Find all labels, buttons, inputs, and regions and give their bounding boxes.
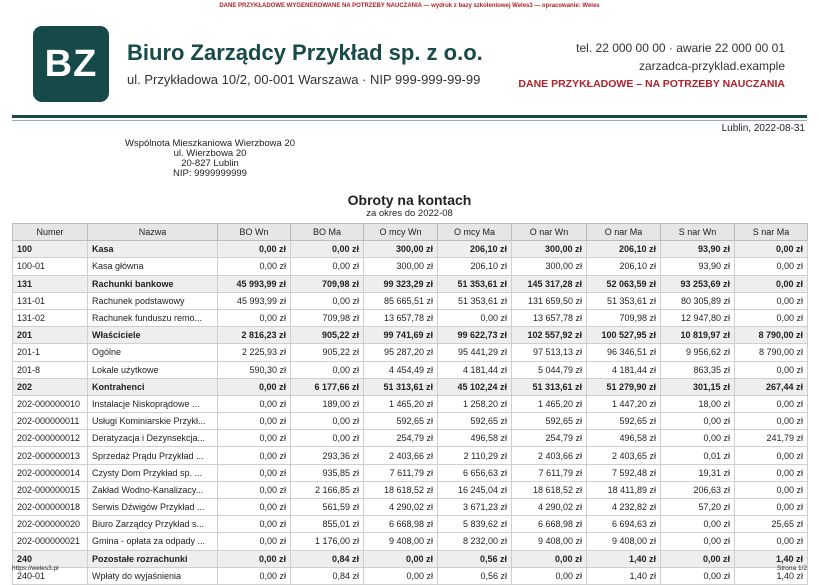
table-row xyxy=(13,395,808,412)
amount-cell: 0,00 zł xyxy=(661,567,735,584)
column-header: BO Ma xyxy=(291,224,364,241)
amount-cell: 0,00 zł xyxy=(661,550,735,567)
recipient-city: 20-827 Lublin xyxy=(181,158,239,169)
company-contact xyxy=(518,39,785,93)
amount-cell: 57,20 zł xyxy=(661,499,735,516)
amount-cell: 18 411,89 zł xyxy=(587,481,661,498)
amount-cell: 301,15 zł xyxy=(661,378,735,395)
amount-cell: 206,10 zł xyxy=(438,258,512,275)
amount-cell: 0,00 zł xyxy=(218,499,291,516)
amount-cell: 2 816,23 zł xyxy=(218,327,291,344)
amount-cell: 4 181,44 zł xyxy=(587,361,661,378)
amount-cell: 100 527,95 zł xyxy=(587,327,661,344)
amount-cell: 1 176,00 zł xyxy=(291,533,364,550)
table-row xyxy=(13,258,808,275)
amount-cell: 9 408,00 zł xyxy=(512,533,587,550)
amount-cell: 300,00 zł xyxy=(512,241,587,258)
account-number: 100-01 xyxy=(13,258,88,275)
disclaimer-banner: DANE PRZYKŁADOWE WYGENEROWANE NA POTRZEBY NAUCZANIA — wydruk z bazy szkoleniowej Weles3 — opracowanie: Weles xyxy=(219,3,600,9)
amount-cell: 0,00 zł xyxy=(364,567,438,584)
amount-cell: 8 790,00 zł xyxy=(735,327,808,344)
amount-cell: 0,00 zł xyxy=(218,464,291,481)
amount-cell: 1,40 zł xyxy=(735,550,808,567)
account-number: 202-000000012 xyxy=(13,430,88,447)
amount-cell: 0,00 zł xyxy=(735,481,808,498)
account-number: 202-000000011 xyxy=(13,413,88,430)
table-row-account-total xyxy=(13,550,808,567)
account-number: 201 xyxy=(13,327,88,344)
amount-cell: 25,65 zł xyxy=(735,516,808,533)
amount-cell: 0,00 zł xyxy=(735,258,808,275)
amount-cell: 0,00 zł xyxy=(218,447,291,464)
account-number: 240 xyxy=(13,550,88,567)
place-date: Lublin, 2022-08-31 xyxy=(721,123,805,134)
amount-cell: 51 313,61 zł xyxy=(364,378,438,395)
amount-cell: 51 353,61 zł xyxy=(438,292,512,309)
account-number: 131 xyxy=(13,275,88,292)
amount-cell: 4 290,02 zł xyxy=(364,499,438,516)
amount-cell: 45 993,99 zł xyxy=(218,292,291,309)
column-header: Nazwa xyxy=(88,224,218,241)
recipient-street: ul. Wierzbowa 20 xyxy=(173,148,247,159)
amount-cell: 590,30 zł xyxy=(218,361,291,378)
amount-cell: 0,00 zł xyxy=(735,275,808,292)
account-name: Instalacje Niskoprądowe ... xyxy=(88,395,218,412)
report-subtitle: za okres do 2022-08 xyxy=(366,208,453,219)
table-row xyxy=(13,447,808,464)
amount-cell: 0,00 zł xyxy=(735,292,808,309)
amount-cell: 8 232,00 zł xyxy=(438,533,512,550)
column-header: S nar Wn xyxy=(661,224,735,241)
amount-cell: 592,65 zł xyxy=(364,413,438,430)
amount-cell: 51 353,61 zł xyxy=(438,275,512,292)
amount-cell: 45 102,24 zł xyxy=(438,378,512,395)
company-website[interactable]: zarzadca-przyklad.example xyxy=(638,59,785,73)
amount-cell: 93,90 zł xyxy=(661,258,735,275)
amount-cell: 52 063,59 zł xyxy=(587,275,661,292)
amount-cell: 7 611,79 zł xyxy=(512,464,587,481)
account-number: 202-000000015 xyxy=(13,481,88,498)
account-number: 131-01 xyxy=(13,292,88,309)
amount-cell: 0,00 zł xyxy=(291,241,364,258)
amount-cell: 935,85 zł xyxy=(291,464,364,481)
account-name: Ogólne xyxy=(88,344,218,361)
amount-cell: 709,98 zł xyxy=(587,309,661,326)
amount-cell: 0,00 zł xyxy=(218,430,291,447)
account-number: 202 xyxy=(13,378,88,395)
footer-url[interactable]: https://weles3.pl xyxy=(12,565,59,572)
amount-cell: 51 279,90 zł xyxy=(587,378,661,395)
amount-cell: 45 993,99 zł xyxy=(218,275,291,292)
amount-cell: 18,00 zł xyxy=(661,395,735,412)
column-header: S nar Ma xyxy=(735,224,808,241)
amount-cell: 0,00 zł xyxy=(364,550,438,567)
amount-cell: 145 317,28 zł xyxy=(512,275,587,292)
amount-cell: 0,00 zł xyxy=(218,413,291,430)
account-number: 202-000000020 xyxy=(13,516,88,533)
amount-cell: 1 465,20 zł xyxy=(512,395,587,412)
amount-cell: 6 656,63 zł xyxy=(438,464,512,481)
amount-cell: 0,00 zł xyxy=(438,309,512,326)
amount-cell: 0,00 zł xyxy=(735,413,808,430)
amount-cell: 1,40 zł xyxy=(587,567,661,584)
amount-cell: 2 403,66 zł xyxy=(364,447,438,464)
amount-cell: 7 592,48 zł xyxy=(587,464,661,481)
amount-cell: 300,00 zł xyxy=(512,258,587,275)
table-header-row xyxy=(13,224,808,241)
amount-cell: 8 790,00 zł xyxy=(735,344,808,361)
amount-cell: 0,56 zł xyxy=(438,550,512,567)
amount-cell: 9 408,00 zł xyxy=(364,533,438,550)
table-row xyxy=(13,499,808,516)
amount-cell: 267,44 zł xyxy=(735,378,808,395)
amount-cell: 6 177,66 zł xyxy=(291,378,364,395)
amount-cell: 95 287,20 zł xyxy=(364,344,438,361)
amount-cell: 99 741,69 zł xyxy=(364,327,438,344)
table-row xyxy=(13,533,808,550)
account-name: Kasa xyxy=(88,241,218,258)
amount-cell: 4 290,02 zł xyxy=(512,499,587,516)
amount-cell: 6 668,98 zł xyxy=(364,516,438,533)
account-turnover-table xyxy=(12,223,808,585)
amount-cell: 0,56 zł xyxy=(438,567,512,584)
amount-cell: 905,22 zł xyxy=(291,344,364,361)
amount-cell: 0,00 zł xyxy=(735,309,808,326)
amount-cell: 1 465,20 zł xyxy=(364,395,438,412)
amount-cell: 0,00 zł xyxy=(218,550,291,567)
amount-cell: 0,00 zł xyxy=(291,292,364,309)
amount-cell: 0,00 zł xyxy=(512,567,587,584)
amount-cell: 13 657,78 zł xyxy=(364,309,438,326)
amount-cell: 19,31 zł xyxy=(661,464,735,481)
account-number: 202-000000021 xyxy=(13,533,88,550)
account-name: Rachunki bankowe xyxy=(88,275,218,292)
amount-cell: 0,00 zł xyxy=(735,533,808,550)
amount-cell: 51 353,61 zł xyxy=(587,292,661,309)
amount-cell: 96 346,51 zł xyxy=(587,344,661,361)
column-header: O nar Ma xyxy=(587,224,661,241)
account-number: 240-01 xyxy=(13,567,88,584)
recipient-address xyxy=(116,139,304,179)
account-name: Kontrahenci xyxy=(88,378,218,395)
table-row xyxy=(13,464,808,481)
amount-cell: 18 618,52 zł xyxy=(364,481,438,498)
amount-cell: 2 225,93 zł xyxy=(218,344,291,361)
account-number: 202-000000010 xyxy=(13,395,88,412)
amount-cell: 9 956,62 zł xyxy=(661,344,735,361)
amount-cell: 6 694,63 zł xyxy=(587,516,661,533)
amount-cell: 855,01 zł xyxy=(291,516,364,533)
amount-cell: 0,00 zł xyxy=(218,378,291,395)
account-name: Rachunek funduszu remo... xyxy=(88,309,218,326)
amount-cell: 0,84 zł xyxy=(291,550,364,567)
amount-cell: 99 323,29 zł xyxy=(364,275,438,292)
table-row xyxy=(13,567,808,584)
amount-cell: 254,79 zł xyxy=(364,430,438,447)
amount-cell: 709,98 zł xyxy=(291,309,364,326)
amount-cell: 2 110,29 zł xyxy=(438,447,512,464)
amount-cell: 592,65 zł xyxy=(587,413,661,430)
amount-cell: 206,10 zł xyxy=(438,241,512,258)
amount-cell: 4 181,44 zł xyxy=(438,361,512,378)
amount-cell: 863,35 zł xyxy=(661,361,735,378)
amount-cell: 300,00 zł xyxy=(364,241,438,258)
account-name: Zakład Wodno-Kanalizacy... xyxy=(88,481,218,498)
table-row xyxy=(13,344,808,361)
table-row xyxy=(13,516,808,533)
amount-cell: 5 839,62 zł xyxy=(438,516,512,533)
amount-cell: 102 557,92 zł xyxy=(512,327,587,344)
account-name: Pozostałe rozrachunki xyxy=(88,550,218,567)
amount-cell: 206,10 zł xyxy=(587,258,661,275)
amount-cell: 0,00 zł xyxy=(218,309,291,326)
amount-cell: 0,84 zł xyxy=(291,567,364,584)
amount-cell: 0,00 zł xyxy=(735,361,808,378)
amount-cell: 0,00 zł xyxy=(512,550,587,567)
account-number: 131-02 xyxy=(13,309,88,326)
amount-cell: 99 622,73 zł xyxy=(438,327,512,344)
account-name: Usługi Kominiarskie Przykł... xyxy=(88,413,218,430)
column-header: O mcy Wn xyxy=(364,224,438,241)
table-row-account-total xyxy=(13,241,808,258)
amount-cell: 4 232,82 zł xyxy=(587,499,661,516)
amount-cell: 206,63 zł xyxy=(661,481,735,498)
header-divider-thin xyxy=(12,120,807,121)
account-name: Kasa główna xyxy=(88,258,218,275)
table-row xyxy=(13,292,808,309)
amount-cell: 592,65 zł xyxy=(438,413,512,430)
amount-cell: 0,01 zł xyxy=(661,447,735,464)
account-number: 202-000000013 xyxy=(13,447,88,464)
page-number: Strona 1/2 xyxy=(777,565,807,572)
amount-cell: 0,00 zł xyxy=(291,430,364,447)
amount-cell: 496,58 zł xyxy=(438,430,512,447)
account-name: Gmina - opłata za odpady ... xyxy=(88,533,218,550)
column-header: BO Wn xyxy=(218,224,291,241)
amount-cell: 1 447,20 zł xyxy=(587,395,661,412)
account-name: Biuro Zarządcy Przykład s... xyxy=(88,516,218,533)
account-number: 100 xyxy=(13,241,88,258)
report-title: Obroty na kontach xyxy=(347,192,472,208)
amount-cell: 6 668,98 zł xyxy=(512,516,587,533)
account-number: 201-1 xyxy=(13,344,88,361)
recipient-nip: NIP: 9999999999 xyxy=(173,168,247,179)
table-row-account-total xyxy=(13,327,808,344)
amount-cell: 561,59 zł xyxy=(291,499,364,516)
account-number: 202-000000014 xyxy=(13,464,88,481)
account-name: Sprzedaż Prądu Przykład ... xyxy=(88,447,218,464)
amount-cell: 0,00 zł xyxy=(661,516,735,533)
amount-cell: 131 659,50 zł xyxy=(512,292,587,309)
amount-cell: 93,90 zł xyxy=(661,241,735,258)
amount-cell: 51 313,61 zł xyxy=(512,378,587,395)
amount-cell: 0,00 zł xyxy=(735,499,808,516)
amount-cell: 496,58 zł xyxy=(587,430,661,447)
amount-cell: 0,00 zł xyxy=(218,241,291,258)
account-name: Deratyzacja i Dezynsekcja... xyxy=(88,430,218,447)
column-header: O nar Wn xyxy=(512,224,587,241)
amount-cell: 206,10 zł xyxy=(587,241,661,258)
account-name: Serwis Dźwigów Przykład ... xyxy=(88,499,218,516)
amount-cell: 3 671,23 zł xyxy=(438,499,512,516)
amount-cell: 293,36 zł xyxy=(291,447,364,464)
amount-cell: 0,00 zł xyxy=(218,395,291,412)
amount-cell: 0,00 zł xyxy=(735,241,808,258)
amount-cell: 0,00 zł xyxy=(661,413,735,430)
amount-cell: 300,00 zł xyxy=(364,258,438,275)
account-name: Wpłaty do wyjaśnienia xyxy=(88,567,218,584)
account-name: Czysty Dom Przykład sp. ... xyxy=(88,464,218,481)
company-name: Biuro Zarządcy Przykład sp. z o.o. xyxy=(127,40,483,65)
amount-cell: 1,40 zł xyxy=(735,567,808,584)
amount-cell: 4 454,49 zł xyxy=(364,361,438,378)
company-logo: BZ xyxy=(33,26,109,102)
amount-cell: 592,65 zł xyxy=(512,413,587,430)
amount-cell: 95 441,29 zł xyxy=(438,344,512,361)
amount-cell: 12 947,80 zł xyxy=(661,309,735,326)
amount-cell: 241,79 zł xyxy=(735,430,808,447)
amount-cell: 1,40 zł xyxy=(587,550,661,567)
amount-cell: 18 618,52 zł xyxy=(512,481,587,498)
amount-cell: 0,00 zł xyxy=(218,481,291,498)
table-row xyxy=(13,430,808,447)
amount-cell: 85 665,51 zł xyxy=(364,292,438,309)
account-name: Rachunek podstawowy xyxy=(88,292,218,309)
table-row xyxy=(13,361,808,378)
amount-cell: 0,00 zł xyxy=(661,533,735,550)
amount-cell: 0,00 zł xyxy=(735,395,808,412)
amount-cell: 0,00 zł xyxy=(291,258,364,275)
column-header: Numer xyxy=(13,224,88,241)
amount-cell: 0,00 zł xyxy=(291,361,364,378)
company-address: ul. Przykładowa 10/2, 00-001 Warszawa · NIP 999-999-99-99 xyxy=(127,72,481,87)
column-header: O mcy Ma xyxy=(438,224,512,241)
amount-cell: 0,00 zł xyxy=(218,567,291,584)
account-name: Lokale użytkowe xyxy=(88,361,218,378)
amount-cell: 80 305,89 zł xyxy=(661,292,735,309)
amount-cell: 254,79 zł xyxy=(512,430,587,447)
table-row xyxy=(13,481,808,498)
amount-cell: 16 245,04 zł xyxy=(438,481,512,498)
amount-cell: 0,00 zł xyxy=(218,533,291,550)
amount-cell: 2 166,85 zł xyxy=(291,481,364,498)
amount-cell: 0,00 zł xyxy=(218,258,291,275)
table-row xyxy=(13,413,808,430)
amount-cell: 0,00 zł xyxy=(218,516,291,533)
amount-cell: 0,00 zł xyxy=(735,464,808,481)
amount-cell: 97 513,13 zł xyxy=(512,344,587,361)
table-row xyxy=(13,309,808,326)
amount-cell: 7 611,79 zł xyxy=(364,464,438,481)
company-phone: tel. 22 000 00 00 · awarie 22 000 00 01 xyxy=(576,41,785,55)
amount-cell: 13 657,78 zł xyxy=(512,309,587,326)
table-row-account-total xyxy=(13,275,808,292)
amount-cell: 1 258,20 zł xyxy=(438,395,512,412)
amount-cell: 2 403,65 zł xyxy=(587,447,661,464)
amount-cell: 709,98 zł xyxy=(291,275,364,292)
amount-cell: 10 819,97 zł xyxy=(661,327,735,344)
account-name: Właściciele xyxy=(88,327,218,344)
amount-cell: 5 044,79 zł xyxy=(512,361,587,378)
account-number: 202-000000018 xyxy=(13,499,88,516)
amount-cell: 93 253,69 zł xyxy=(661,275,735,292)
amount-cell: 0,00 zł xyxy=(291,413,364,430)
amount-cell: 9 408,00 zł xyxy=(587,533,661,550)
account-number: 201-8 xyxy=(13,361,88,378)
amount-cell: 0,00 zł xyxy=(735,447,808,464)
recipient-name: Wspólnota Mieszkaniowa Wierzbowa 20 xyxy=(124,138,296,149)
amount-cell: 2 403,66 zł xyxy=(512,447,587,464)
demo-data-note: DANE PRZYKŁADOWE – NA POTRZEBY NAUCZANIA xyxy=(518,78,785,90)
header-divider xyxy=(12,115,807,118)
amount-cell: 189,00 zł xyxy=(291,395,364,412)
amount-cell: 905,22 zł xyxy=(291,327,364,344)
table-row-account-total xyxy=(13,378,808,395)
amount-cell: 0,00 zł xyxy=(661,430,735,447)
